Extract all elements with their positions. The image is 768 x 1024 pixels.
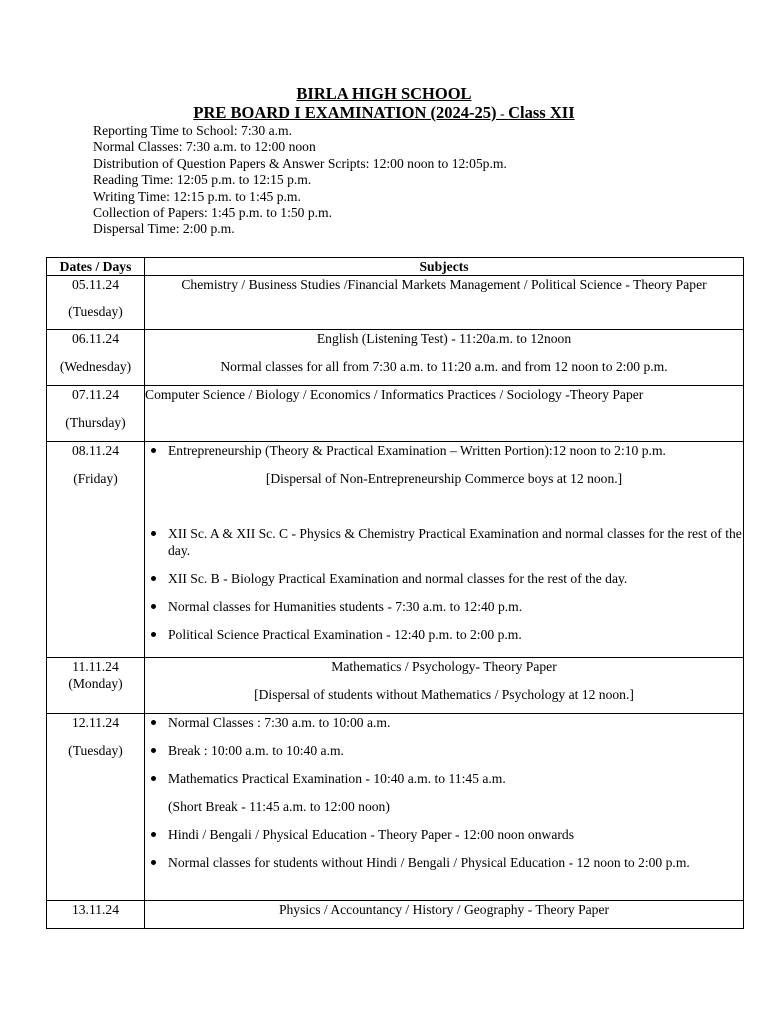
bullet-item: Break : 10:00 a.m. to 10:40 a.m. <box>145 742 743 759</box>
bullet-item: Normal Classes : 7:30 a.m. to 10:00 a.m. <box>145 714 743 731</box>
date: 07.11.24 <box>71 387 120 402</box>
subject-note: [Dispersal of students without Mathematics / Psychology at 12 noon.] <box>254 687 634 702</box>
day: (Thursday) <box>65 415 126 430</box>
subject-line: Mathematics / Psychology- Theory Paper <box>331 659 557 674</box>
reporting-time: Reporting Time to School: 7:30 a.m. <box>93 123 293 138</box>
subject-note: (Short Break - 11:45 a.m. to 12:00 noon) <box>168 799 390 814</box>
bullet-item: Hindi / Bengali / Physical Education - Theory Paper - 12:00 noon onwards <box>145 826 743 843</box>
date: 13.11.24 <box>71 902 120 917</box>
subjects-cell <box>145 658 744 714</box>
subject-note: [Dispersal of Non-Entrepreneurship Commerce boys at 12 noon.] <box>265 471 623 486</box>
subject-line: Computer Science / Biology / Economics / Informatics Practices / Sociology -Theory Paper <box>145 387 644 402</box>
table-row <box>47 386 744 442</box>
subject-line: Physics / Accountancy / History / Geography - Theory Paper <box>278 902 610 917</box>
subjects-cell <box>145 276 744 330</box>
dates-days-header: Dates / Days <box>47 258 145 276</box>
schedule-table <box>46 257 744 929</box>
subjects-header: Subjects <box>145 258 744 276</box>
writing-time: Writing Time: 12:15 p.m. to 1:45 p.m. <box>93 188 301 204</box>
subjects-cell <box>145 714 744 901</box>
subjects-cell <box>145 901 744 929</box>
subjects-cell <box>145 442 744 658</box>
day: (Wednesday) <box>59 359 132 374</box>
collection-time: Collection of Papers: 1:45 p.m. to 1:50 p.m. <box>93 205 333 221</box>
date-cell <box>47 658 145 714</box>
bullet-item: Mathematics Practical Examination - 10:40 a.m. to 11:45 a.m. <box>145 770 743 787</box>
day: (Monday) <box>68 676 123 691</box>
normal-classes-time: Normal Classes: 7:30 a.m. to 12:00 noon <box>93 139 316 155</box>
table-row <box>47 658 744 714</box>
date: 11.11.24 <box>72 659 119 674</box>
reading-time: Reading Time: 12:05 p.m. to 12:15 p.m. <box>93 172 312 188</box>
date: 06.11.24 <box>71 331 120 346</box>
table-row <box>47 442 744 658</box>
timing-info <box>93 123 507 238</box>
date-cell <box>47 330 145 386</box>
document-header <box>0 84 768 124</box>
bullet-item: Political Science Practical Examination - 12:40 p.m. to 2:00 p.m. <box>145 626 743 643</box>
date-cell <box>47 901 145 929</box>
day: (Friday) <box>73 471 118 486</box>
subjects-cell <box>145 330 744 386</box>
bullet-item: Entrepreneurship (Theory & Practical Examination – Written Portion):12 noon to 2:10 p.m. <box>145 442 743 459</box>
date-cell <box>47 276 145 330</box>
date-cell <box>47 714 145 901</box>
table-row <box>47 330 744 386</box>
day: (Tuesday) <box>68 743 123 758</box>
table-row <box>47 276 744 330</box>
exam-name: PRE BOARD I EXAMINATION (2024-25) <box>193 103 497 122</box>
bullet-item: XII Sc. B - Biology Practical Examination and normal classes for the rest of the day. <box>145 570 743 587</box>
date-cell <box>47 386 145 442</box>
date: 08.11.24 <box>71 443 120 458</box>
bullet-item: Normal classes for Humanities students - 7:30 a.m. to 12:40 p.m. <box>145 598 743 615</box>
subject-line: Normal classes for all from 7:30 a.m. to 11:20 a.m. and from 12 noon to 2:00 p.m. <box>220 359 668 374</box>
subject-line: Chemistry / Business Studies /Financial Markets Management / Political Science - Theory Paper <box>181 277 707 292</box>
date: 05.11.24 <box>71 277 120 292</box>
distribution-time: Distribution of Question Papers & Answer Scripts: 12:00 noon to 12:05p.m. <box>93 155 507 171</box>
dispersal-time: Dispersal Time: 2:00 p.m. <box>93 221 235 237</box>
subject-line: English (Listening Test) - 11:20a.m. to 12noon <box>316 331 572 346</box>
table-header-row <box>47 258 744 276</box>
table-row <box>47 714 744 901</box>
date: 12.11.24 <box>71 715 120 730</box>
exam-title <box>0 103 768 124</box>
title-separator: - <box>496 107 509 122</box>
day: (Tuesday) <box>68 304 123 319</box>
subjects-cell <box>145 386 744 442</box>
date-cell <box>47 442 145 658</box>
class-label: Class XII <box>508 103 575 122</box>
bullet-item: XII Sc. A & XII Sc. C - Physics & Chemistry Practical Examination and normal classes for the rest of the day. <box>145 525 743 559</box>
table-row <box>47 901 744 929</box>
school-name: BIRLA HIGH SCHOOL <box>296 84 472 103</box>
bullet-item: Normal classes for students without Hindi / Bengali / Physical Education - 12 noon to 2:00 p.m. <box>145 854 743 871</box>
